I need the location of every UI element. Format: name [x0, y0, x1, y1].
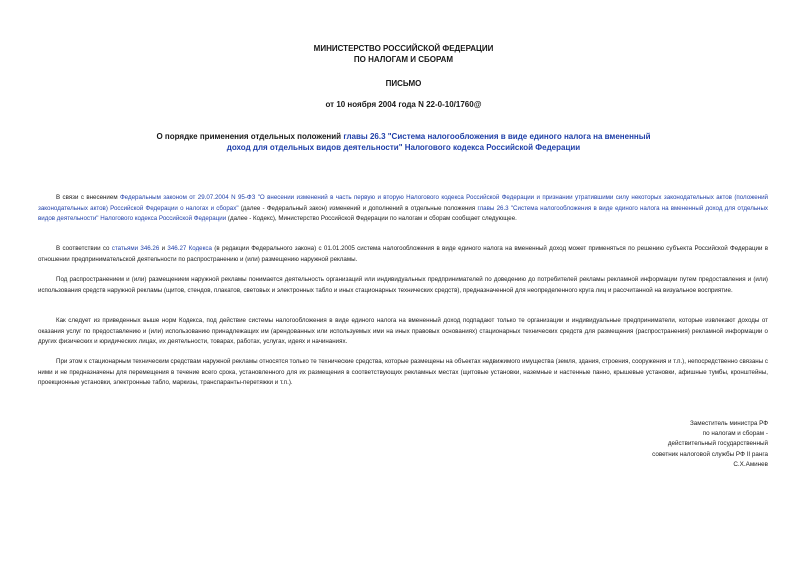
signature-position-line1: Заместитель министра РФ	[689, 420, 768, 427]
paragraph-5: При этом к стационарным техническим средствам наружной рекламы относятся только те технические средства, которые размещены на объектах недвижимого имущества (земля, здания, строения, сооружения и т.п.), непосредственно связаны с ними и не предназначены для перемещения в течение всего срока, установленного для их размещения в соответствующих рекламных местах (щитовые установки, наземные и настенные панно, крышевые установки, афишные тумбы, кронштейны, проекционные установки, электронные табло, маркизы, транспаранты-перетяжки и т.п.).	[38, 358, 768, 386]
ministry-name-line1: МИНИСТЕРСТВО РОССИЙСКОЙ ФЕДЕРАЦИИ	[313, 44, 494, 53]
link-article-346-26[interactable]: статьями 346.26	[111, 245, 160, 252]
link-article-346-27[interactable]: 346.27 Кодекса	[167, 245, 212, 252]
signature-position-line3: действительный государственный	[667, 440, 768, 448]
paragraph-2-text-b: и	[159, 245, 168, 252]
document-type: ПИСЬМО	[385, 79, 422, 88]
document-title	[150, 131, 657, 153]
ministry-name-line2: ПО НАЛОГАМ И СБОРАМ	[353, 55, 454, 64]
paragraph-2-text-c: (в редакции Федерального закона) с 01.01.2005 система налогообложения в виде единого налога на вмененный доход может применяться по решению субъекта Российской Федерации в отношении предпринимательской деятельности по распространению и (или) размещению наружной рекламы.	[38, 245, 769, 263]
signature-block	[560, 419, 768, 470]
title-link-chapter-26-3[interactable]: главы 26.3 "Система налогообложения в виде единого налога на вмененный доход для отдельных видов деятельности" Налогового кодекса Российской Федерации	[226, 132, 651, 152]
paragraph-1	[38, 193, 768, 225]
link-federal-law-95fz[interactable]: Федеральным законом от 29.07.2004 N 95-ФЗ "О внесении изменений в часть первую и вторую Налогового кодекса Российской Федерации и признании утратившими силу некоторых законодательных актов (положений законодательных актов) Российской Федерации о налогах и сборах"	[38, 194, 768, 212]
paragraph-3: Под распространением и (или) размещением наружной рекламы понимается деятельность организаций или индивидуальных предпринимателей по доведению до потребителей рекламы рекламной информации путем предоставления и (или) использования средств наружной рекламы (щитов, стендов, плакатов, световых и электронных табло и иных стационарных технических средств), предназначенной для неопределенного круга лиц и рассчитанной на визуальное восприятие.	[38, 276, 768, 294]
signature-position-line2: по налогам и сборам -	[702, 430, 768, 438]
document-date-number: от 10 ноября 2004 года N 22-0-10/1760@	[325, 100, 482, 109]
paragraph-1-text-b: (далее - Федеральный закон) изменений и дополнений в отдельные положения	[238, 204, 478, 212]
paragraph-2	[38, 244, 768, 265]
signature-name: С.Х.Аминев	[733, 460, 768, 468]
link-chapter-26-3[interactable]: главы 26.3 "Система налогообложения в виде единого налога на вмененный доход для отдельных видов деятельности" Налогового кодекса Российской Федерации	[38, 204, 768, 222]
signature-position-line4: советник налоговой службы РФ II ранга	[652, 450, 768, 458]
paragraph-1-text-a: В связи с внесением	[56, 194, 120, 201]
paragraph-4: Как следует из приведенных выше норм Кодекса, под действие системы налогообложения в виде единого налога на вмененный доход подпадают только те организации и индивидуальные предприниматели, которые извлекают доходы от оказания услуг по предоставлению и (или) использованию принадлежащих им (арендованных или используемых ими на иных правовых основаниях) стационарных технических средств для размещения (распространения) рекламной информации о других физических и юридических лицах, их деятельности, товарах, работах, услугах, идеях и начинаниях.	[38, 317, 768, 345]
paragraph-1-text-c: (далее - Кодекс), Министерство Российской Федерации по налогам и сборам сообщает следующее.	[226, 215, 517, 222]
paragraph-2-text-a: В соответствии со	[56, 245, 112, 252]
title-text: О порядке применения отдельных положений	[156, 132, 344, 141]
